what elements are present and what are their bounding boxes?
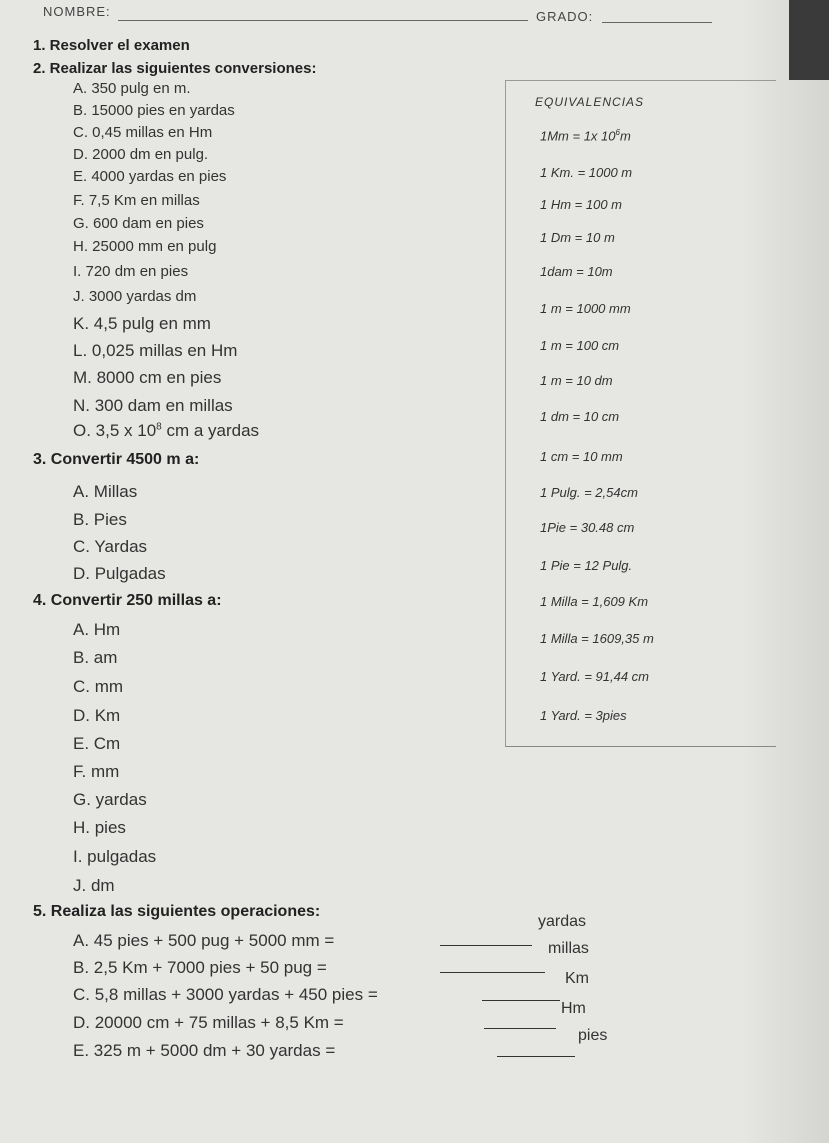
equivalence-row-9: 1 dm = 10 cm: [540, 409, 620, 424]
q2-item-c: C. 0,45 millas en Hm: [73, 124, 213, 141]
equivalence-row-7: 1 m = 100 cm: [540, 338, 620, 353]
equivalence-row-8: 1 m = 10 dm: [540, 373, 613, 388]
q4-item-c: C. mm: [73, 677, 124, 696]
name-line: [118, 20, 528, 21]
q4-item-e: E. Cm: [73, 734, 121, 753]
q2-item-i: I. 720 dm en pies: [73, 263, 189, 280]
equivalence-row-1: 1Mm = 1x $10^6m$: [540, 128, 631, 144]
q5-item-c: C. 5,8 millas + 3000 yardas + 450 pies =: [73, 985, 378, 1004]
question-5: 5. Realiza las siguientes operaciones:: [33, 903, 321, 920]
q5-item-a: A. 45 pies + 500 pug + 5000 mm =: [73, 931, 335, 950]
q5-unit-b: millas: [548, 940, 589, 957]
q5-unit-a: yardas: [538, 913, 587, 930]
q5-blank-a[interactable]: [440, 945, 532, 946]
q5-unit-e: pies: [578, 1027, 608, 1044]
q5-blank-d[interactable]: [484, 1028, 556, 1029]
equivalence-row-3: 1 Hm = 100 m: [540, 197, 623, 212]
question-4: 4. Convertir 250 millas a:: [33, 592, 222, 609]
equivalence-row-16: 1 Yard. = 91,44 cm: [540, 669, 650, 684]
q4-item-f: F. mm: [73, 762, 120, 781]
q2-item-m: M. 8000 cm en pies: [73, 368, 222, 387]
q5-item-e: E. 325 m + 5000 dm + 30 yardas =: [73, 1041, 336, 1060]
q5-blank-b[interactable]: [440, 972, 545, 973]
q4-item-d: D. Km: [73, 706, 121, 725]
q5-blank-e[interactable]: [497, 1056, 575, 1057]
q2-item-e: E. 4000 yardas en pies: [73, 168, 227, 185]
q3-item-a: A. Millas: [73, 482, 138, 501]
q2-item-j: J. 3000 yardas dm: [73, 288, 197, 305]
equivalence-row-2: 1 Km. = 1000 m: [540, 165, 633, 180]
equivalence-row-13: 1 Pie = 12 Pulg.: [540, 558, 633, 573]
q4-item-i: I. pulgadas: [73, 847, 157, 866]
q2-item-n: N. 300 dam en millas: [73, 396, 233, 415]
question-3: 3. Convertir 4500 m a:: [33, 451, 200, 468]
equivalence-row-4: 1 Dm = 10 m: [540, 230, 615, 245]
q2-item-o: O. 3,5 x $10^8$ cm a yardas: [73, 421, 260, 440]
q5-unit-d: Hm: [561, 1000, 586, 1017]
equivalence-row-5: 1dam = 10m: [540, 264, 613, 279]
q4-item-h: H. pies: [73, 818, 126, 837]
equivalence-row-10: 1 cm = 10 mm: [540, 449, 623, 464]
grade-line: [602, 22, 712, 23]
q4-item-a: A. Hm: [73, 620, 121, 639]
q4-item-b: B. am: [73, 648, 118, 667]
equivalences-title: EQUIVALENCIAS: [535, 95, 645, 109]
q5-item-b: B. 2,5 Km + 7000 pies + 50 pug =: [73, 958, 327, 977]
equivalence-row-6: 1 m = 1000 mm: [540, 301, 631, 316]
q3-item-d: D. Pulgadas: [73, 564, 166, 583]
name-label: NOMBRE:: [43, 4, 111, 19]
equivalence-row-14: 1 Milla = 1,609 Km: [540, 594, 649, 609]
q2-item-k: K. 4,5 pulg en mm: [73, 314, 211, 333]
q4-item-g: G. yardas: [73, 790, 147, 809]
q4-item-j: J. dm: [73, 876, 115, 895]
equivalence-row-12: 1Pie = 30.48 cm: [540, 520, 635, 535]
q2-item-f: F. 7,5 Km en millas: [73, 192, 200, 209]
q5-unit-c: Km: [565, 970, 589, 987]
q2-item-b: B. 15000 pies en yardas: [73, 102, 235, 119]
q2-item-g: G. 600 dam en pies: [73, 215, 204, 232]
grade-label: GRADO:: [536, 9, 594, 24]
q3-item-c: C. Yardas: [73, 537, 148, 556]
q5-item-d: D. 20000 cm + 75 millas + 8,5 Km =: [73, 1013, 344, 1032]
q2-item-l: L. 0,025 millas en Hm: [73, 341, 238, 360]
equivalence-row-17: 1 Yard. = 3pies: [540, 708, 627, 723]
dark-corner: [789, 0, 829, 80]
q2-item-h: H. 25000 mm en pulg: [73, 238, 217, 255]
q2-item-d: D. 2000 dm en pulg.: [73, 146, 209, 163]
q2-item-a: A. 350 pulg en m.: [73, 80, 191, 97]
q5-blank-c[interactable]: [482, 1000, 560, 1001]
q3-item-b: B. Pies: [73, 510, 127, 529]
equivalence-row-15: 1 Milla = 1609,35 m: [540, 631, 654, 646]
question-1: 1. Resolver el examen: [33, 37, 190, 54]
equivalence-row-11: 1 Pulg. = 2,54cm: [540, 485, 638, 500]
question-2: 2. Realizar las siguientes conversiones:: [33, 60, 317, 77]
